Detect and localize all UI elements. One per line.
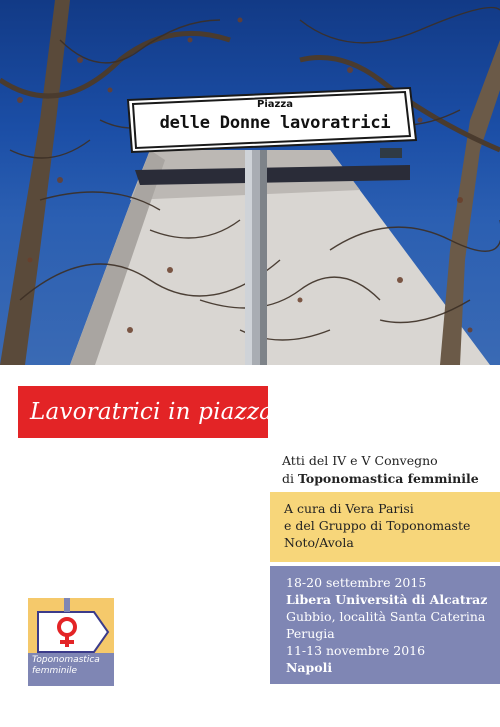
event-2-dates: 11-13 novembre 2016 (286, 643, 426, 658)
editors-line-2: e del Gruppo di Toponomaste (284, 518, 471, 533)
logo-caption-line-1: Toponomastica (32, 655, 100, 665)
event-1-venue: Libera Università di Alcatraz (286, 592, 488, 607)
proceedings-topic: Toponomastica femminile (297, 471, 479, 486)
event-1-dates: 18-20 settembre 2015 (286, 575, 427, 590)
sign-line-name: delle Donne lavoratrici (159, 113, 391, 133)
events-box (270, 566, 500, 684)
title-banner (18, 386, 274, 438)
editors-line-3: Noto/Avola (284, 535, 354, 550)
proceedings-line-1: Atti del IV e V Convegno (282, 453, 438, 468)
proceedings-subtitle (282, 452, 492, 488)
editors-line-1: A cura di Vera Parisi (284, 501, 414, 516)
logo-caption-line-2: femminile (32, 666, 77, 676)
proceedings-prefix: di (282, 471, 298, 486)
logo-caption (32, 655, 112, 677)
book-title: Lavoratrici in piazza (30, 399, 274, 425)
toponomastica-logo (28, 598, 114, 686)
editors-box (270, 492, 500, 562)
event-1-city: Perugia (286, 626, 335, 641)
event-1-place: Gubbio, località Santa Caterina (286, 609, 486, 624)
event-2-venue: Napoli (286, 660, 333, 675)
sign-line-piazza: Piazza (257, 99, 293, 110)
proceedings-line-2 (282, 470, 492, 488)
